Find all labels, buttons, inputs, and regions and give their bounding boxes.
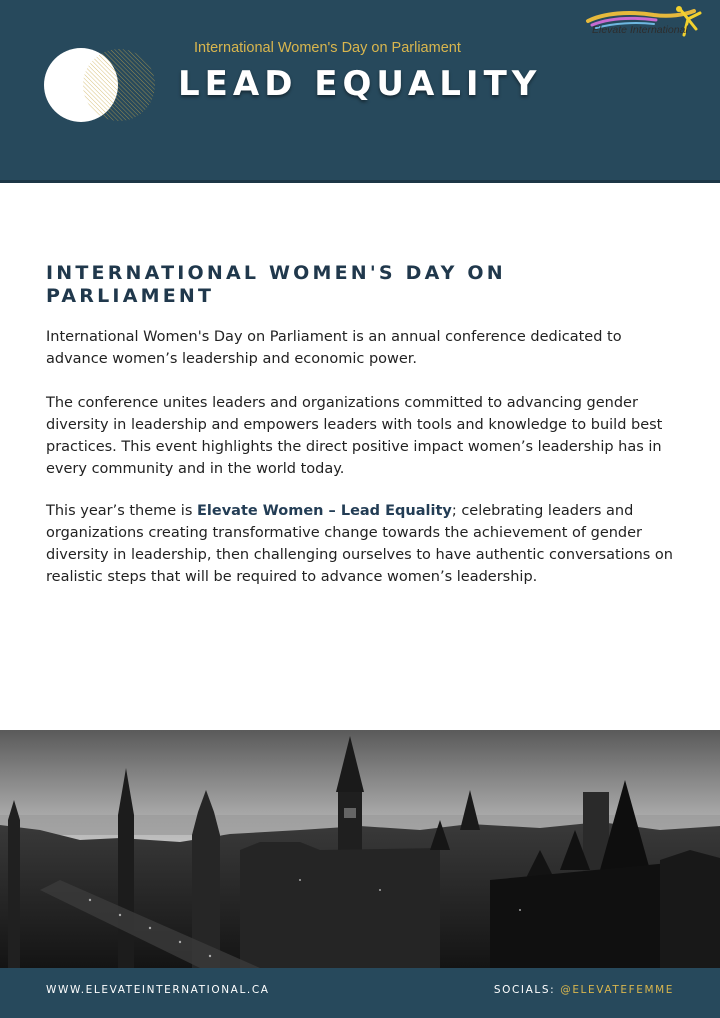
website-link[interactable]: WWW.ELEVATEINTERNATIONAL.CA xyxy=(46,984,270,996)
conference-paragraph: The conference unites leaders and organizations committed to advancing gender diversity in leadership and empowers leaders with tools and knowledge to build best practices. This event highlights the direct positive impact women’s leadership has in every community and in the world today. xyxy=(46,395,663,477)
socials-handle[interactable]: @ELEVATEFEMME xyxy=(560,984,674,996)
header-title: LEAD EQUALITY xyxy=(178,64,542,104)
parliament-skyline-photo xyxy=(0,730,720,968)
header-banner xyxy=(0,0,720,183)
overlapping-circles-logo xyxy=(42,45,162,125)
section-heading: INTERNATIONAL WOMEN'S DAY ON PARLIAMENT xyxy=(46,262,506,307)
theme-suffix: ; celebrating leaders and organizations creating transformative change towards the achievement of gender diversity in leadership, then challenging ourselves to have authentic conversations on realistic steps that will be required to advance women’s leadership. xyxy=(46,503,673,585)
intro-paragraph: International Women's Day on Parliament is an annual conference dedicated to advance women’s leadership and economic power. xyxy=(46,329,622,367)
brand-name: Elevate International xyxy=(592,24,688,36)
header-subtitle: International Women's Day on Parliament xyxy=(194,40,461,56)
theme-name: Elevate Women – Lead Equality xyxy=(197,503,452,519)
theme-prefix: This year’s theme is xyxy=(46,503,198,519)
theme-paragraph xyxy=(46,500,686,588)
footer-bar xyxy=(0,968,720,1018)
socials xyxy=(494,984,674,996)
socials-label: SOCIALS: xyxy=(493,984,561,996)
